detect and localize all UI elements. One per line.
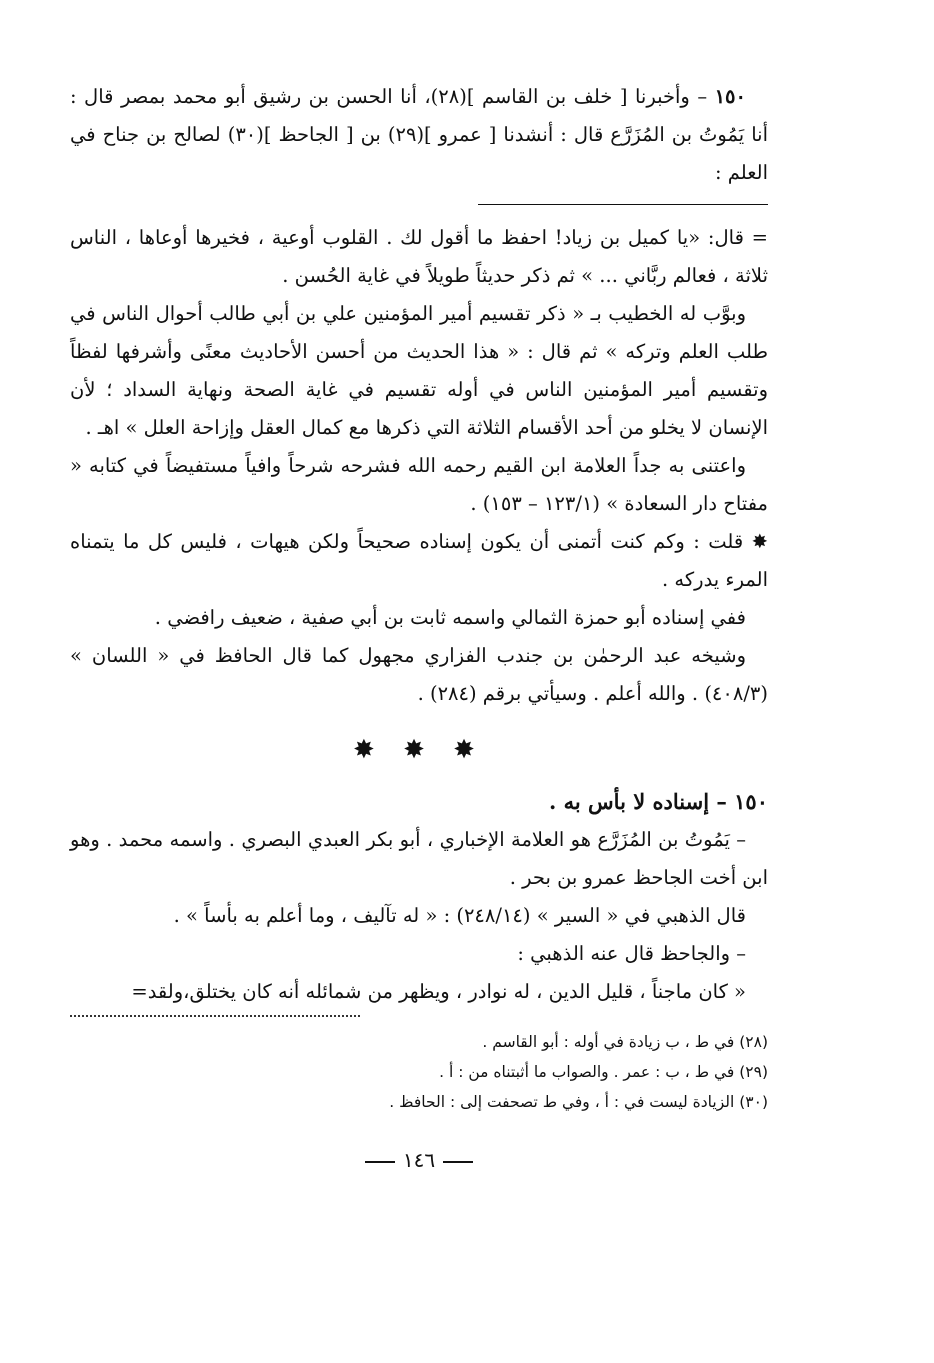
section-heading: ١٥٠ – إسناده لا بأس به . bbox=[549, 789, 768, 814]
section-paragraph-quote: « كان ماجناً ، قليل الدين ، له نوادر ، ويظهر من شمائله أنه كان يختلق،ولقد= bbox=[131, 980, 746, 1003]
footnote-30: (٣٠) الزيادة ليست في : أ ، وفي ط تصحفت إلى : الحافظ . bbox=[389, 1093, 768, 1111]
continued-paragraph: = قال: «يا كميل بن زياد! احفظ ما أقول لك . القلوب أوعية ، فخيرها أوعاها ، الناس ثلاثة ، فعالم ربَّاني ... » ثم ذكر حديثاً طويلاً في غاية الحُسن . bbox=[70, 226, 768, 287]
entry-150-intro bbox=[70, 78, 768, 192]
paragraph-isnad: ففي إسناده أبو حمزة الثمالي واسمه ثابت بن أبي صفية ، ضعيف رافضي . bbox=[154, 606, 746, 629]
footnote-29: (٢٩) في ط ، ب : عمر . والصواب ما أثبتناه من : أ . bbox=[439, 1063, 768, 1081]
paragraph-shaykh: وشيخه عبد الرحمٰن بن جندب الفزاري مجهول كما قال الحافظ في « اللسان » (٤٠٨/٣) . والله أعلم . وسيأتي برقم (٢٨٤) . bbox=[70, 644, 768, 705]
section-separator: ✸ ✸ ✸ bbox=[353, 735, 485, 765]
footnote-divider-top bbox=[70, 204, 768, 205]
page-number-value: ١٤٦ bbox=[402, 1148, 436, 1172]
entry-number: ١٥٠ bbox=[714, 85, 746, 108]
page-content bbox=[70, 78, 768, 1179]
entry-text: – وأخبرنا [ خلف بن القاسم ](٢٨)، أنا الحسن بن رشيق أبو محمد بمصر قال : أنا يَمُوتُ بن المُزَرَّع قال : أنشدنا [ عمرو ](٢٩) بن [ الجاحظ ](٣٠) لصالح بن جناح في العلم : bbox=[70, 85, 768, 184]
page-number bbox=[70, 1141, 768, 1179]
footnote-divider bbox=[70, 1015, 360, 1017]
section-paragraph-jahiz: – والجاحظ قال عنه الذهبي : bbox=[517, 942, 746, 965]
section-paragraph-dhahabi: قال الذهبي في « السير » (٢٤٨/١٤) : « له تآليف ، وما أعلم به بأساً » . bbox=[173, 904, 746, 927]
paragraph-khatib: وبوَّب له الخطيب بـ « ذكر تقسيم أمير المؤمنين علي بن أبي طالب أحوال الناس في طلب العلم وتركه » ثم قال : « هذا الحديث من أحسن الأحاديث معنًى وأشرفها لفظاً وتقسيم أمير المؤمنين الناس في أوله تقسيم في غاية الصحة ونهاية السداد ؛ لأن الإنسان لا يخلو من أحد الأقسام الثلاثة التي ذكرها مع كمال العقل وإزاحة العلل » اهـ . bbox=[70, 302, 768, 439]
paragraph-ibn-qayyim: واعتنى به جداً العلامة ابن القيم رحمه الله فشرحه شرحاً وافياً مستفيضاً في كتابه « مفتاح دار السعادة » (١٢٣/١ – ١٥٣) . bbox=[70, 454, 768, 515]
paragraph-qultu: ✸ قلت : وكم كنت أتمنى أن يكون إسناده صحيحاً ولكن هيهات ، فليس كل ما يتمناه المرء يدركه . bbox=[70, 530, 768, 591]
footnote-28: (٢٨) في ط ، ب زيادة في أوله : أبو القاسم . bbox=[482, 1033, 768, 1051]
section-paragraph-yamut: – يَمُوتُ بن المُزَرَّع هو العلامة الإخباري ، أبو بكر العبدي البصري . واسمه محمد . وهو ابن أخت الجاحظ عمرو بن بحر . bbox=[70, 828, 768, 889]
